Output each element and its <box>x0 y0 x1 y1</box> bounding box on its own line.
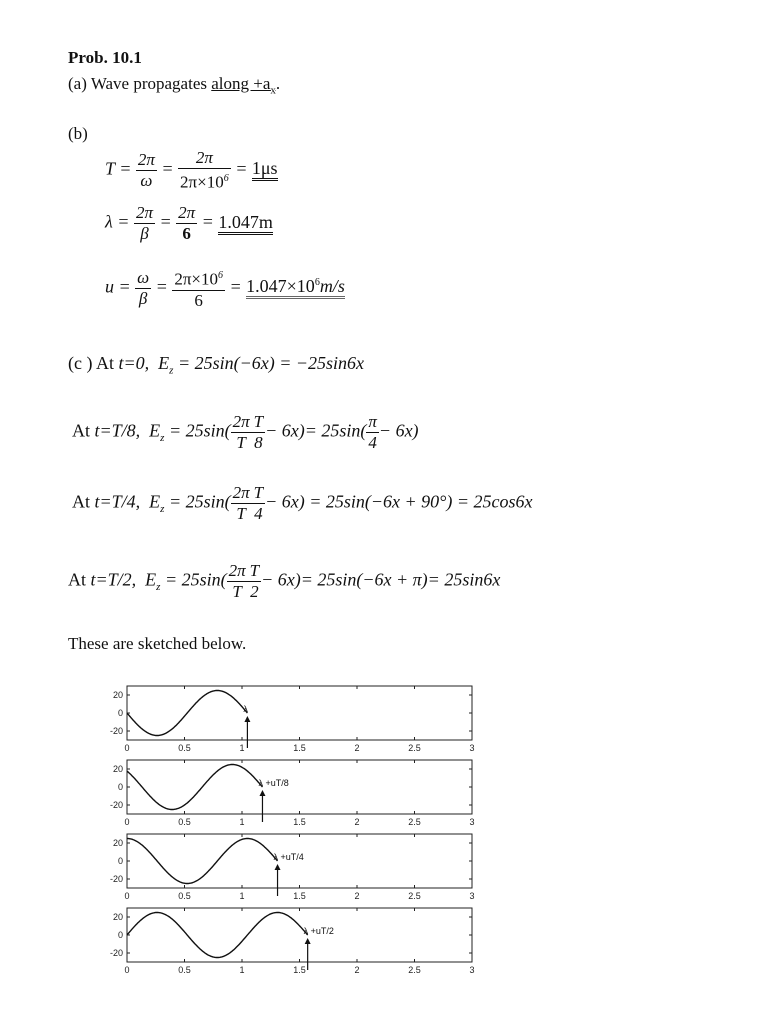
line3-at: At <box>72 491 90 512</box>
x-tick-label: 1.5 <box>293 891 306 901</box>
wavelength-result: 1.047m <box>218 212 273 235</box>
velocity-result-unit: m/s <box>319 276 345 297</box>
line4-sub: z <box>156 581 161 594</box>
x-tick-label: 2.5 <box>408 891 421 901</box>
plot-frame <box>127 760 472 814</box>
x-tick-label: 0 <box>124 743 130 753</box>
line1-field: E <box>158 353 170 373</box>
line1-expression: = 25sin(−6x) = −25sin6x <box>177 353 365 373</box>
line3-field: E <box>149 491 161 512</box>
x-tick-label: 1 <box>239 891 245 901</box>
y-tick-label: 0 <box>117 930 123 940</box>
wavelength-n2: 2π <box>178 203 196 222</box>
problem-title: Prob. 10.1 <box>68 48 142 67</box>
y-tick-label: 0 <box>117 856 123 866</box>
y-tick-label: -20 <box>109 948 123 958</box>
line4-at: At <box>68 569 86 590</box>
wave-curve <box>127 913 308 958</box>
line2-fn3: π <box>368 412 377 431</box>
x-tick-label: 2 <box>354 743 360 753</box>
y-tick-label: 20 <box>112 912 123 922</box>
line2-at: At <box>72 420 90 441</box>
x-tick-label: 3 <box>469 965 475 975</box>
part-a-label: (a) <box>68 74 87 93</box>
line3-time: t=T/4, <box>94 491 141 512</box>
period-n2: 2π <box>178 148 231 169</box>
velocity-d2: 6 <box>194 290 203 310</box>
line4-pre: = 25sin( <box>164 569 227 590</box>
annotation-arrowhead <box>244 716 250 722</box>
y-tick-label: 20 <box>112 690 123 700</box>
line4-fd2: 2 <box>250 582 259 601</box>
x-tick-label: 0 <box>124 891 130 901</box>
annotation-arrowhead <box>259 790 265 796</box>
part-a-tail: . <box>275 74 281 93</box>
x-tick-label: 0.5 <box>178 743 191 753</box>
line2-pre: = 25sin( <box>168 420 231 441</box>
line2-fd3: 4 <box>368 433 377 452</box>
x-tick-label: 0 <box>124 817 130 827</box>
line4-field: E <box>145 569 157 590</box>
x-tick-label: 3 <box>469 891 475 901</box>
line2-mid: − 6x)= 25sin( <box>265 420 367 441</box>
line2-fn2: T <box>253 412 264 431</box>
line4-fd1: T <box>232 582 242 601</box>
period-d1: ω <box>140 170 153 190</box>
x-tick-label: 2.5 <box>408 743 421 753</box>
velocity-result-exp: 6 <box>314 277 320 289</box>
x-tick-label: 1.5 <box>293 965 306 975</box>
annotation-label: λ +uT/2 <box>303 926 334 936</box>
x-tick-label: 1 <box>239 965 245 975</box>
x-tick-label: 0.5 <box>178 891 191 901</box>
annotation-label: λ +uT/8 <box>258 778 289 788</box>
line4-time: t=T/2, <box>90 569 137 590</box>
wavelength-d1: β <box>140 224 149 243</box>
line3-pre: = 25sin( <box>168 491 231 512</box>
part-c-label: (c ) <box>68 353 93 373</box>
line3-fd1: T <box>236 504 246 523</box>
line2-sub: z <box>160 432 165 445</box>
annotation-label: λ +uT/4 <box>273 852 304 862</box>
line2-post: − 6x) <box>378 420 419 441</box>
x-tick-label: 2 <box>354 965 360 975</box>
x-tick-label: 1.5 <box>293 743 306 753</box>
y-tick-label: 20 <box>112 838 123 848</box>
line4-fn1: 2π <box>228 561 246 580</box>
x-tick-label: 2 <box>354 817 360 827</box>
annotation-label: λ <box>243 704 248 714</box>
velocity-n2exp: 6 <box>218 270 223 281</box>
annotation-arrowhead <box>275 864 281 870</box>
annotation-arrowhead <box>305 938 311 944</box>
line2-fn1: 2π <box>232 412 250 431</box>
line4-post: − 6x)= 25sin(−6x + π)= 25sin6x <box>261 569 501 590</box>
velocity-equation: u = $\frac{\omega}{\beta}$ = $\frac{2\pi\times 10^6}{6}$ = $1.047\times 10^6m/s$ <box>105 267 345 310</box>
velocity-n2: 2π×10 <box>174 269 218 289</box>
part-a-direction: along +a <box>211 74 271 93</box>
wavelength-d2: 6 <box>182 224 191 243</box>
wave-curve <box>127 691 247 736</box>
period-result: 1μs <box>252 158 278 181</box>
line2-fd1: T <box>236 433 246 452</box>
plot-frame <box>127 686 472 740</box>
line1-sub: z <box>169 364 174 377</box>
period-d2: 2π×10 <box>180 172 224 192</box>
y-tick-label: 20 <box>112 764 123 774</box>
line1-time: t=0, <box>118 353 150 373</box>
y-tick-label: 0 <box>117 708 123 718</box>
x-tick-label: 0.5 <box>178 965 191 975</box>
velocity-lhs: u <box>105 276 114 297</box>
line1-at: At <box>96 353 114 373</box>
wave-curve <box>127 839 278 884</box>
plot-frame <box>127 908 472 962</box>
period-exp: 6 <box>223 173 229 184</box>
line3-post: − 6x) = 25sin(−6x + 90°) = 25cos6x <box>265 491 533 512</box>
x-tick-label: 3 <box>469 743 475 753</box>
period-n1: 2π <box>137 149 155 169</box>
wavelength-equation: λ = $\frac{2\pi}{\beta}$ = $\frac{2\pi}{6}$ = 1.047m <box>105 203 273 243</box>
part-a-text: Wave propagates <box>90 74 207 93</box>
wave-curve <box>127 765 263 810</box>
line3-sub: z <box>160 503 165 516</box>
wavelength-lhs: λ <box>105 211 113 232</box>
velocity-n1: ω <box>137 267 150 287</box>
line2-fd2: 8 <box>254 433 263 452</box>
y-tick-label: -20 <box>109 726 123 736</box>
line4-fn2: T <box>249 561 260 580</box>
wavelength-n1: 2π <box>135 203 153 222</box>
x-tick-label: 0.5 <box>178 817 191 827</box>
velocity-result-mantissa: 1.047×10 <box>246 276 315 297</box>
part-b-label: (b) <box>68 124 88 143</box>
x-tick-label: 2.5 <box>408 965 421 975</box>
line2-time: t=T/8, <box>94 420 141 441</box>
line3-fn2: T <box>253 483 264 502</box>
x-tick-label: 2.5 <box>408 817 421 827</box>
period-lhs: T <box>105 158 115 179</box>
y-tick-label: 0 <box>117 782 123 792</box>
y-tick-label: -20 <box>109 800 123 810</box>
y-tick-label: -20 <box>109 874 123 884</box>
x-tick-label: 1 <box>239 817 245 827</box>
part-a-subscript: x <box>270 84 276 97</box>
x-tick-label: 3 <box>469 817 475 827</box>
x-tick-label: 0 <box>124 965 130 975</box>
velocity-d1: β <box>138 288 148 308</box>
line3-fd2: 4 <box>254 504 263 523</box>
line3-fn1: 2π <box>232 483 250 502</box>
sketch-note: These are sketched below. <box>68 634 247 653</box>
x-tick-label: 1 <box>239 743 245 753</box>
period-equation: T = $\frac{2\pi}{\omega}$ = $\frac{2\pi}{2\pi\times 10^6}$ = 1μs <box>105 148 278 192</box>
x-tick-label: 2 <box>354 891 360 901</box>
x-tick-label: 1.5 <box>293 817 306 827</box>
line2-field: E <box>149 420 161 441</box>
